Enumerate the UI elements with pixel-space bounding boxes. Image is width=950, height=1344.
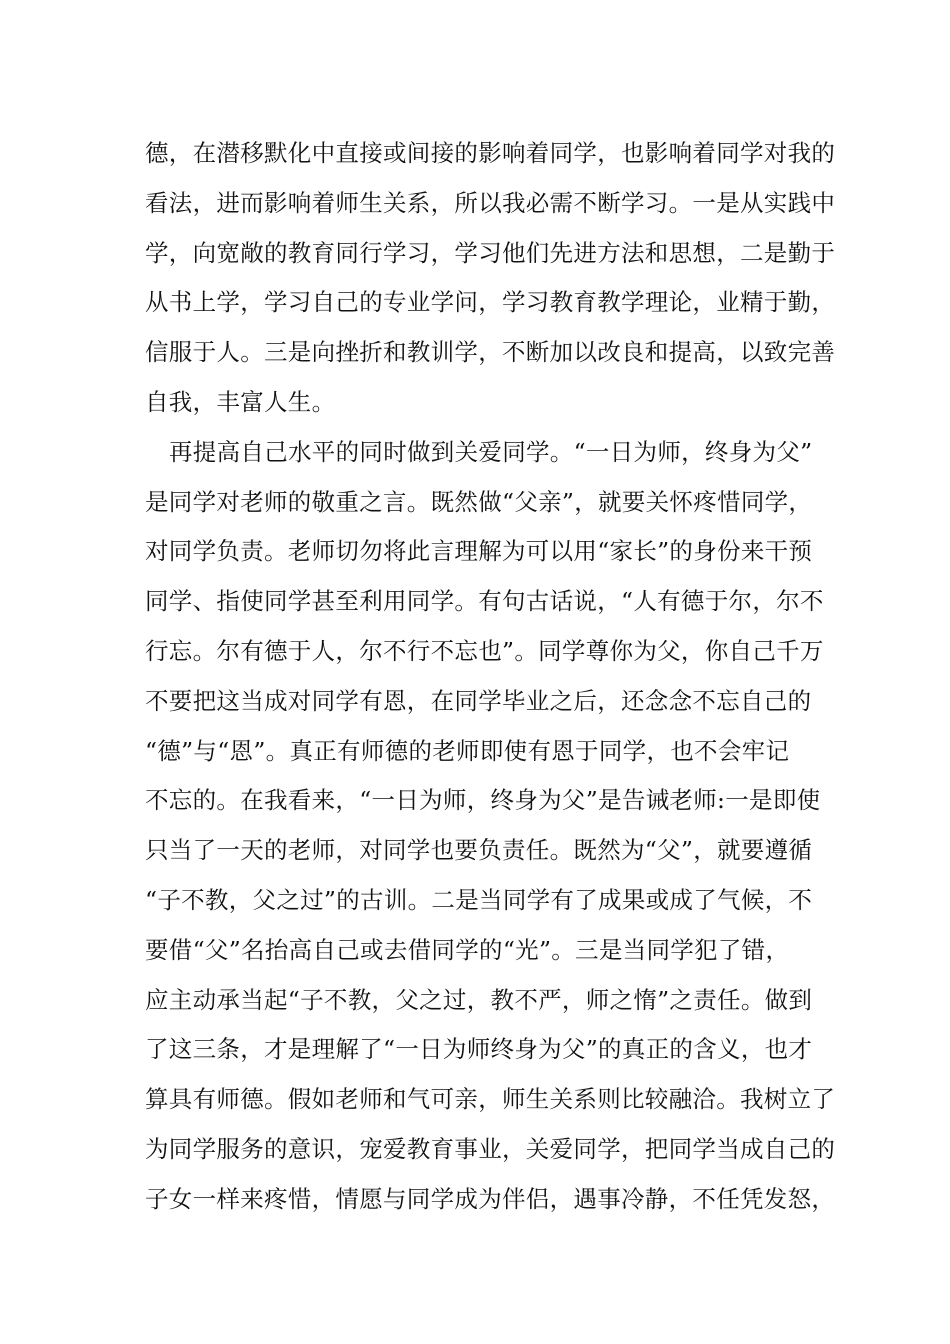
text-line: 应主动承当起“子不教，父之过，教不严，师之惰”之责任。做到 (145, 985, 813, 1014)
body-text (145, 129, 836, 1225)
text-line: 对同学负责。老师切勿将此言理解为可以用“家长”的身份来干预 (145, 537, 813, 566)
text-line: 自我，丰富人生。 (145, 387, 336, 416)
text-line: “子不教，父之过”的古训。二是当同学有了成果或成了气候，不 (145, 885, 813, 914)
text-line: 是同学对老师的敬重之言。既然做“父亲”，就要关怀疼惜同学， (145, 487, 813, 516)
text-line: 不要把这当成对同学有恩，在同学毕业之后，还念念不忘自己的 (145, 686, 812, 715)
text-line: 只当了一天的老师，对同学也要负责任。既然为“父”，就要遵循 (145, 836, 813, 865)
text-line: 了这三条，才是理解了“一日为师终身为父”的真正的含义，也才 (145, 1035, 813, 1064)
text-line: 行忘。尔有德于人，尔不行不忘也”。同学尊你为父，你自己千万 (145, 636, 824, 665)
text-line: 子女一样来疼惜，情愿与同学成为伴侣，遇事冷静，不任凭发怒， (145, 1184, 836, 1213)
text-line: 要借“父”名抬高自己或去借同学的“光”。三是当同学犯了错， (145, 935, 790, 964)
text-line: “德”与“恩”。真正有师德的老师即使有恩于同学，也不会牢记 (145, 736, 790, 765)
text-line: 信服于人。三是向挫折和教训学，不断加以改良和提高，以致完善 (145, 338, 836, 367)
text-line: 为同学服务的意识，宠爱教育事业，关爱同学，把同学当成自己的 (145, 1134, 836, 1163)
text-line: 德，在潜移默化中直接或间接的影响着同学，也影响着同学对我的 (145, 139, 836, 167)
text-line: 再提高自己水平的同时做到关爱同学。“一日为师，终身为父” (169, 437, 813, 466)
text-line: 算具有师德。假如老师和气可亲，师生关系则比较融洽。我树立了 (145, 1085, 836, 1114)
text-line: 同学、指使同学甚至利用同学。有句古话说，“人有德于尔，尔不 (145, 587, 824, 616)
text-line: 学，向宽敞的教育同行学习，学习他们先进方法和思想，二是勤于 (145, 238, 836, 267)
text-line: 不忘的。在我看来，“一日为师，终身为父”是告诫老师:一是即使 (145, 786, 821, 815)
text-line: 看法，进而影响着师生关系，所以我必需不断学习。一是从实践中 (145, 188, 836, 217)
text-line: 从书上学，学习自己的专业学问，学习教育教学理论，业精于勤， (145, 288, 836, 317)
